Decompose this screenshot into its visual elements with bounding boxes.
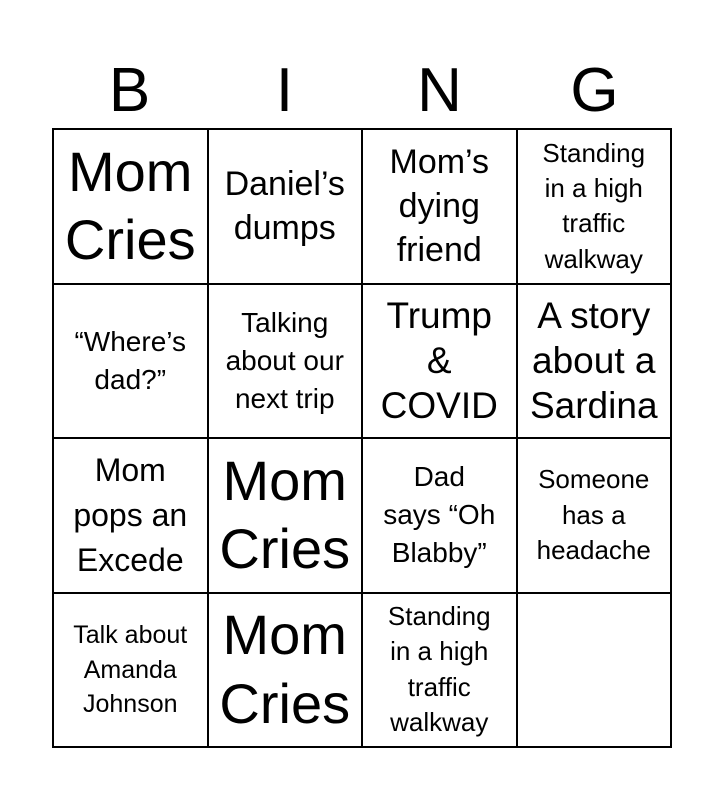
cell-text: “Where’s dad?” [74,325,186,395]
bingo-cell[interactable] [54,594,209,749]
cell-text: Daniel’s dumps [224,165,345,248]
bingo-cell[interactable] [363,285,518,440]
bingo-cell[interactable] [209,439,364,594]
bingo-cell-empty[interactable] [518,594,673,749]
cell-text: Dad says “Oh Blabby” [383,461,496,569]
cell-text: Mom Cries [219,448,351,581]
bingo-cell[interactable] [518,285,673,440]
bingo-cell[interactable] [363,594,518,749]
cell-text: Mom’s dying friend [389,142,489,270]
cell-text: Mom Cries [219,603,351,735]
cell-text: Trump & COVID [380,295,498,427]
cell-text: Someone has a headache [536,464,651,565]
bingo-header [52,54,672,128]
bingo-cell[interactable] [209,594,364,749]
header-letter-i: I [275,56,294,125]
bingo-cell[interactable] [518,130,673,285]
bingo-cell[interactable] [54,130,209,285]
bingo-cell[interactable] [209,130,364,285]
cell-text: Standing in a high traffic walkway [387,601,491,738]
cell-text: Mom Cries [64,139,196,272]
header-letter-b: B [108,56,151,125]
cell-text: Talk about Amanda Johnson [73,621,188,718]
header-letter-n: N [417,56,462,125]
bingo-cell[interactable] [518,439,673,594]
bingo-cell[interactable] [54,439,209,594]
bingo-cell[interactable] [54,285,209,440]
bingo-cell[interactable] [363,130,518,285]
cell-text: A story about a Sardina [529,295,658,427]
bingo-board [52,128,672,748]
cell-text: Mom pops an Excede [73,452,188,578]
bingo-cell[interactable] [363,439,518,594]
header-letter-g: G [570,56,619,125]
cell-text: Talking about our next trip [225,306,344,414]
cell-text: Standing in a high traffic walkway [542,137,646,274]
bingo-cell[interactable] [209,285,364,440]
